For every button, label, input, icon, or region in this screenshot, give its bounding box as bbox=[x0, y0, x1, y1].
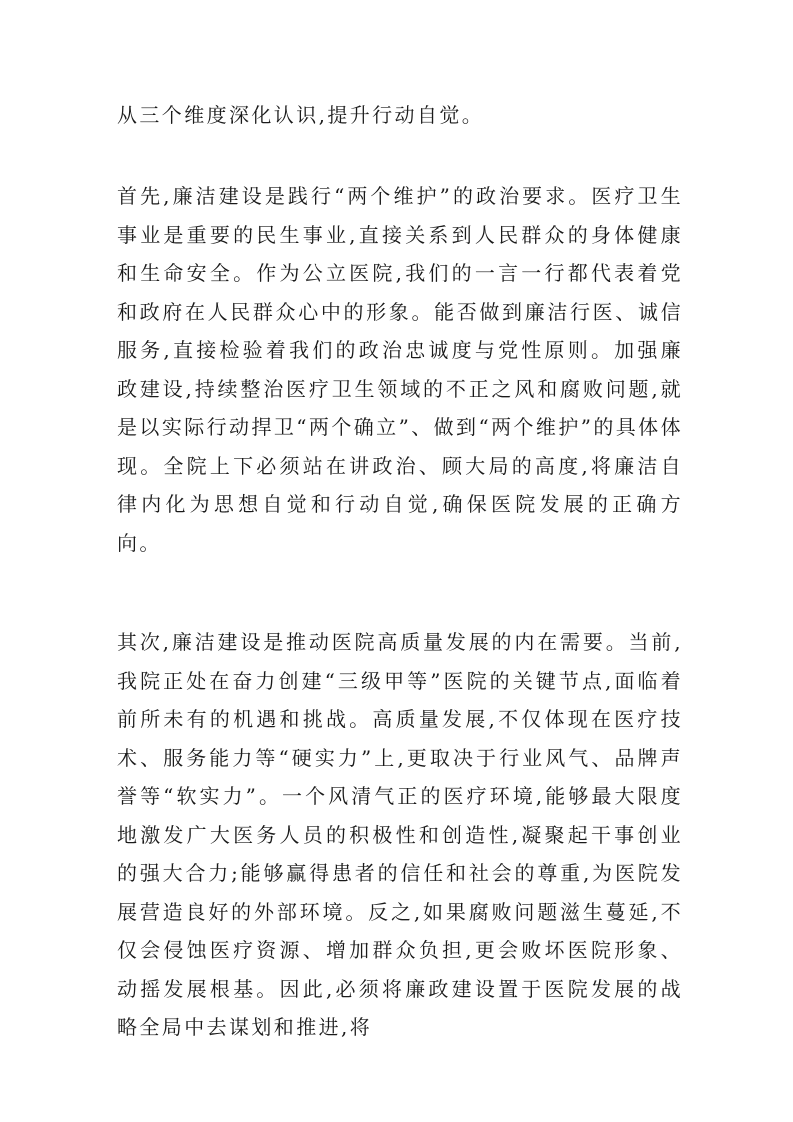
paragraph-high-quality-development: 其次,廉洁建设是推动医院高质量发展的内在需要。当前,我院正处在奋力创建“三级甲等”医院的关键节点,面临着前所未有的机遇和挑战。高质量发展,不仅体现在医疗技术、服务能力等“硬实力”上,更取决于行业风气、品牌声誉等“软实力”。一个风清气正的医疗环境,能够最大限度地激发广大医务人员的积极性和创造性,凝聚起干事创业的强大合力;能够赢得患者的信任和社会的尊重,为医院发展营造良好的外部环境。反之,如果腐败问题滋生蔓延,不仅会侵蚀医疗资源、增加群众负担,更会败坏医院形象、动摇发展根基。因此,必须将廉政建设置于医院发展的战略全局中去谋划和推进,将 bbox=[117, 630, 683, 1039]
paragraph-political-requirement: 首先,廉洁建设是践行“两个维护”的政治要求。医疗卫生事业是重要的民生事业,直接关系到人民群众的身体健康和生命安全。作为公立医院,我们的一言一行都代表着党和政府在人民群众心中的形象。能否做到廉洁行医、诚信服务,直接检验着我们的政治忠诚度与党性原则。加强廉政建设,持续整治医疗卫生领域的不正之风和腐败问题,就是以实际行动捍卫“两个确立”、做到“两个维护”的具体体现。全院上下必须站在讲政治、顾大局的高度,将廉洁自律内化为思想自觉和行动自觉,确保医院发展的正确方向。 bbox=[117, 184, 683, 555]
intro-line: 从三个维度深化认识,提升行动自觉。 bbox=[117, 103, 485, 127]
